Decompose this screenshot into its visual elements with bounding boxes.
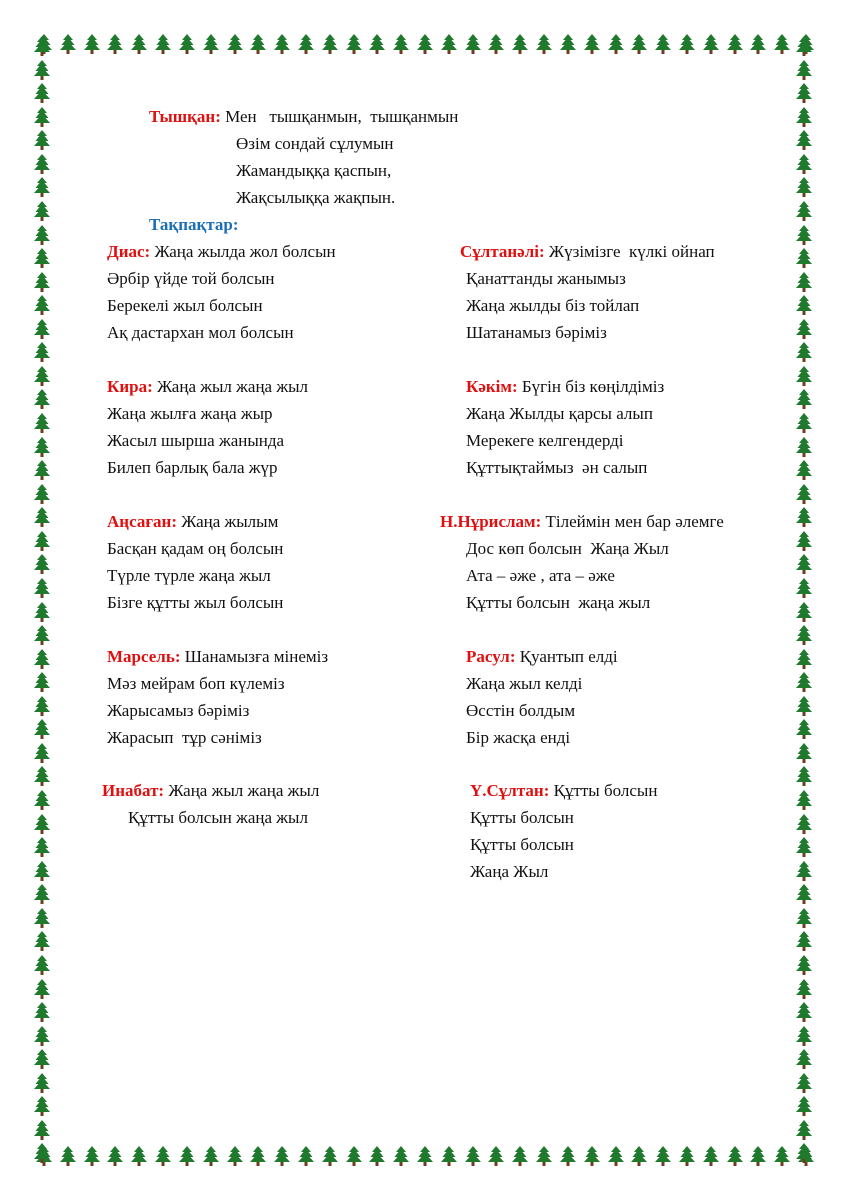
christmas-tree-icon <box>298 1146 314 1168</box>
verse-kira-line-3: Жасыл шырша жанында <box>107 431 285 450</box>
christmas-tree-icon <box>608 34 624 56</box>
christmas-tree-icon <box>34 1026 56 1046</box>
verse-inabat-line-1: Инабат: Жаңа жыл жаңа жыл <box>102 781 320 800</box>
verse-usultan-line-3: Құтты болсын <box>470 835 574 854</box>
christmas-tree-icon <box>34 60 56 80</box>
christmas-tree-icon <box>34 743 56 763</box>
christmas-tree-icon <box>34 272 56 292</box>
christmas-tree-icon <box>203 34 219 56</box>
border-top <box>36 34 814 56</box>
christmas-tree-icon <box>34 578 56 598</box>
speaker-name: Тышқан: <box>149 107 221 126</box>
christmas-tree-icon <box>34 931 56 951</box>
christmas-tree-icon <box>796 955 818 975</box>
verse-nurislam-line-3: Ата – әже , ата – әже <box>466 566 615 585</box>
christmas-tree-icon <box>417 34 433 56</box>
christmas-tree-icon <box>393 34 409 56</box>
christmas-tree-icon <box>608 1146 624 1168</box>
verse-kakim-line-3: Мерекеге келгендерді <box>466 431 624 450</box>
verse-nurislam-line-2: Дос көп болсын Жаңа Жыл <box>466 539 669 558</box>
christmas-tree-icon <box>34 201 56 221</box>
christmas-tree-icon <box>34 837 56 857</box>
verse-nurislam-line-1: Н.Нұрислам: Тілеймін мен бар әлемге <box>440 512 724 531</box>
verse-marsel-line-3: Жарысамыз бәріміз <box>107 701 250 720</box>
christmas-tree-icon <box>796 931 818 951</box>
verse-marsel-line-1: Марсель: Шанамызға мінеміз <box>107 647 329 666</box>
christmas-tree-icon <box>34 130 56 150</box>
verse-inabat-line-2: Құтты болсын жаңа жыл <box>128 808 308 827</box>
speaker-name: Диас: <box>107 242 151 261</box>
christmas-tree-icon <box>34 437 56 457</box>
verse-sultanali-line-2: Қанаттанды жанымыз <box>466 269 626 288</box>
christmas-tree-icon <box>703 1146 719 1168</box>
christmas-tree-icon <box>796 413 818 433</box>
christmas-tree-icon <box>796 602 818 622</box>
verse-kakim-line-1: Кәкім: Бүгін біз көңілдіміз <box>466 377 665 396</box>
christmas-tree-icon <box>679 1146 695 1168</box>
christmas-tree-icon <box>796 154 818 174</box>
verse-usultan-line-2: Құтты болсын <box>470 808 574 827</box>
christmas-tree-icon <box>796 649 818 669</box>
christmas-tree-icon <box>796 437 818 457</box>
christmas-tree-icon <box>560 34 576 56</box>
christmas-tree-icon <box>346 1146 362 1168</box>
verse-kira-line-1: Кира: Жаңа жыл жаңа жыл <box>107 377 308 396</box>
christmas-tree-icon <box>796 1049 818 1069</box>
christmas-tree-icon <box>560 1146 576 1168</box>
christmas-tree-icon <box>536 1146 552 1168</box>
christmas-tree-icon <box>34 1096 56 1116</box>
christmas-tree-icon <box>536 34 552 56</box>
christmas-tree-icon <box>796 1002 818 1022</box>
christmas-tree-icon <box>796 484 818 504</box>
verse-usultan-line-1: Ү.Сұлтан: Құтты болсын <box>470 781 658 800</box>
speaker-name: Кәкім: <box>466 377 518 396</box>
verse-marsel-line-2: Мәз мейрам боп күлеміз <box>107 674 285 693</box>
christmas-tree-icon <box>796 672 818 692</box>
christmas-tree-icon <box>441 34 457 56</box>
christmas-tree-icon <box>60 34 76 56</box>
christmas-tree-icon <box>34 602 56 622</box>
christmas-tree-icon <box>274 34 290 56</box>
christmas-tree-icon <box>34 248 56 268</box>
christmas-tree-icon <box>631 34 647 56</box>
christmas-tree-icon <box>796 625 818 645</box>
verse-kakim-line-2: Жаңа Жылды қарсы алып <box>466 404 653 423</box>
christmas-tree-icon <box>179 1146 195 1168</box>
christmas-tree-icon <box>796 319 818 339</box>
christmas-tree-icon <box>465 34 481 56</box>
christmas-tree-icon <box>34 83 56 103</box>
christmas-tree-icon <box>796 766 818 786</box>
christmas-tree-icon <box>679 34 695 56</box>
christmas-tree-icon <box>34 554 56 574</box>
christmas-tree-icon <box>34 814 56 834</box>
christmas-tree-icon <box>131 34 147 56</box>
christmas-tree-icon <box>727 1146 743 1168</box>
verse-ansagan-line-2: Басқан қадам оң болсын <box>107 539 284 558</box>
intro-line-3: Жамандыққа қаспын, <box>236 161 392 180</box>
christmas-tree-icon <box>322 34 338 56</box>
christmas-tree-icon <box>727 34 743 56</box>
verse-rasul-line-1: Расул: Қуантып елді <box>466 647 618 666</box>
christmas-tree-icon <box>631 1146 647 1168</box>
christmas-tree-icon <box>796 1143 818 1163</box>
verse-rasul-line-3: Өсстін болдым <box>466 701 576 720</box>
christmas-tree-icon <box>322 1146 338 1168</box>
christmas-tree-icon <box>796 884 818 904</box>
christmas-tree-icon <box>796 1026 818 1046</box>
christmas-tree-icon <box>488 34 504 56</box>
christmas-tree-icon <box>796 837 818 857</box>
christmas-tree-icon <box>584 1146 600 1168</box>
christmas-tree-icon <box>796 908 818 928</box>
verse-rasul-line-4: Бір жасқа енді <box>466 728 571 747</box>
christmas-tree-icon <box>796 366 818 386</box>
christmas-tree-icon <box>34 154 56 174</box>
christmas-tree-icon <box>34 225 56 245</box>
christmas-tree-icon <box>796 295 818 315</box>
verse-ansagan-line-4: Бізге құтты жыл болсын <box>107 593 284 612</box>
christmas-tree-icon <box>34 460 56 480</box>
christmas-tree-icon <box>250 1146 266 1168</box>
christmas-tree-icon <box>34 696 56 716</box>
christmas-tree-icon <box>750 34 766 56</box>
christmas-tree-icon <box>796 1096 818 1116</box>
christmas-tree-icon <box>227 1146 243 1168</box>
verse-marsel-line-4: Жарасып тұр сәніміз <box>107 728 262 747</box>
christmas-tree-icon <box>774 1146 790 1168</box>
christmas-tree-icon <box>34 36 56 56</box>
christmas-tree-icon <box>298 34 314 56</box>
christmas-tree-icon <box>750 1146 766 1168</box>
christmas-tree-icon <box>34 790 56 810</box>
christmas-tree-icon <box>796 979 818 999</box>
christmas-tree-icon <box>796 460 818 480</box>
christmas-tree-icon <box>796 60 818 80</box>
christmas-tree-icon <box>796 177 818 197</box>
christmas-tree-icon <box>796 201 818 221</box>
christmas-tree-icon <box>796 225 818 245</box>
christmas-tree-icon <box>60 1146 76 1168</box>
christmas-tree-icon <box>796 719 818 739</box>
christmas-tree-icon <box>796 814 818 834</box>
verse-nurislam-line-4: Құтты болсын жаңа жыл <box>466 593 651 612</box>
verse-ansagan-line-3: Түрле түрле жаңа жыл <box>107 566 271 585</box>
speaker-name: Ү.Сұлтан: <box>470 781 550 800</box>
christmas-tree-icon <box>34 413 56 433</box>
christmas-tree-icon <box>796 696 818 716</box>
verse-ansagan-line-1: Аңсаған: Жаңа жылым <box>107 512 279 531</box>
verse-dias-line-2: Әрбір үйде той болсын <box>107 269 275 288</box>
verse-rasul-line-2: Жаңа жыл келді <box>466 674 583 693</box>
speaker-name: Аңсаған: <box>107 512 178 531</box>
christmas-tree-icon <box>34 319 56 339</box>
verse-dias-line-4: Ақ дастархан мол болсын <box>107 323 294 342</box>
christmas-tree-icon <box>441 1146 457 1168</box>
christmas-tree-icon <box>796 1120 818 1140</box>
christmas-tree-icon <box>796 790 818 810</box>
christmas-tree-icon <box>203 1146 219 1168</box>
verse-usultan-line-4: Жаңа Жыл <box>470 862 549 881</box>
intro-line-4: Жақсылыққа жақпын. <box>236 188 396 207</box>
verse-kira-line-4: Билеп барлық бала жүр <box>107 458 278 477</box>
border-right <box>796 36 818 1164</box>
christmas-tree-icon <box>155 1146 171 1168</box>
christmas-tree-icon <box>34 177 56 197</box>
christmas-tree-icon <box>227 34 243 56</box>
speaker-name: Марсель: <box>107 647 181 666</box>
christmas-tree-icon <box>796 36 818 56</box>
speaker-name: Н.Нұрислам: <box>440 512 542 531</box>
christmas-tree-icon <box>774 34 790 56</box>
christmas-tree-icon <box>107 1146 123 1168</box>
christmas-tree-icon <box>34 625 56 645</box>
christmas-tree-icon <box>796 107 818 127</box>
verse-kira-line-2: Жаңа жылға жаңа жыр <box>107 404 273 423</box>
christmas-tree-icon <box>34 1143 56 1163</box>
christmas-tree-icon <box>796 342 818 362</box>
christmas-tree-icon <box>655 1146 671 1168</box>
verse-sultanali-line-4: Шатанамыз бәріміз <box>466 323 607 342</box>
christmas-tree-icon <box>393 1146 409 1168</box>
christmas-tree-icon <box>34 295 56 315</box>
christmas-tree-icon <box>369 1146 385 1168</box>
speaker-name: Инабат: <box>102 781 165 800</box>
section-title: Тақпақтар: <box>149 215 239 234</box>
christmas-tree-icon <box>107 34 123 56</box>
christmas-tree-icon <box>34 908 56 928</box>
christmas-tree-icon <box>155 34 171 56</box>
christmas-tree-icon <box>796 248 818 268</box>
christmas-tree-icon <box>34 366 56 386</box>
speaker-name: Кира: <box>107 377 153 396</box>
intro-line-1: Тышқан: Мен тышқанмын, тышқанмын <box>149 107 459 126</box>
christmas-tree-icon <box>796 554 818 574</box>
christmas-tree-icon <box>34 507 56 527</box>
christmas-tree-icon <box>512 1146 528 1168</box>
christmas-tree-icon <box>34 979 56 999</box>
christmas-tree-icon <box>417 1146 433 1168</box>
intro-line-2: Өзім сондай сұлумын <box>236 134 394 153</box>
christmas-tree-icon <box>34 649 56 669</box>
christmas-tree-icon <box>34 719 56 739</box>
christmas-tree-icon <box>250 34 266 56</box>
speaker-name: Сұлтанәлі: <box>460 242 545 261</box>
christmas-tree-icon <box>796 531 818 551</box>
christmas-tree-icon <box>179 34 195 56</box>
christmas-tree-icon <box>465 1146 481 1168</box>
christmas-tree-icon <box>34 1049 56 1069</box>
christmas-tree-icon <box>369 34 385 56</box>
christmas-tree-icon <box>34 1073 56 1093</box>
border-bottom <box>36 1146 814 1168</box>
christmas-tree-icon <box>703 34 719 56</box>
christmas-tree-icon <box>34 884 56 904</box>
christmas-tree-icon <box>796 743 818 763</box>
christmas-tree-icon <box>584 34 600 56</box>
christmas-tree-icon <box>796 130 818 150</box>
christmas-tree-icon <box>796 389 818 409</box>
christmas-tree-icon <box>34 861 56 881</box>
christmas-tree-icon <box>34 766 56 786</box>
christmas-tree-icon <box>796 1073 818 1093</box>
christmas-tree-icon <box>796 272 818 292</box>
christmas-tree-icon <box>34 531 56 551</box>
christmas-tree-icon <box>274 1146 290 1168</box>
verse-kakim-line-4: Құттықтаймыз ән салып <box>466 458 648 477</box>
christmas-tree-icon <box>655 34 671 56</box>
christmas-tree-icon <box>34 484 56 504</box>
christmas-tree-icon <box>796 507 818 527</box>
speaker-name: Расул: <box>466 647 516 666</box>
christmas-tree-icon <box>34 389 56 409</box>
border-left <box>34 36 56 1164</box>
verse-sultanali-line-3: Жаңа жылды біз тойлап <box>466 296 640 315</box>
christmas-tree-icon <box>34 1120 56 1140</box>
verse-sultanali-line-1: Сұлтанәлі: Жүзімізге күлкі ойнап <box>460 242 715 261</box>
christmas-tree-icon <box>131 1146 147 1168</box>
christmas-tree-icon <box>84 1146 100 1168</box>
christmas-tree-icon <box>34 342 56 362</box>
christmas-tree-icon <box>346 34 362 56</box>
verse-dias-line-1: Диас: Жаңа жылда жол болсын <box>107 242 336 261</box>
christmas-tree-icon <box>796 83 818 103</box>
christmas-tree-icon <box>488 1146 504 1168</box>
christmas-tree-icon <box>34 672 56 692</box>
christmas-tree-icon <box>34 955 56 975</box>
christmas-tree-icon <box>796 861 818 881</box>
christmas-tree-icon <box>34 107 56 127</box>
christmas-tree-icon <box>84 34 100 56</box>
christmas-tree-icon <box>512 34 528 56</box>
christmas-tree-icon <box>796 578 818 598</box>
christmas-tree-icon <box>34 1002 56 1022</box>
verse-dias-line-3: Берекелі жыл болсын <box>107 296 263 315</box>
